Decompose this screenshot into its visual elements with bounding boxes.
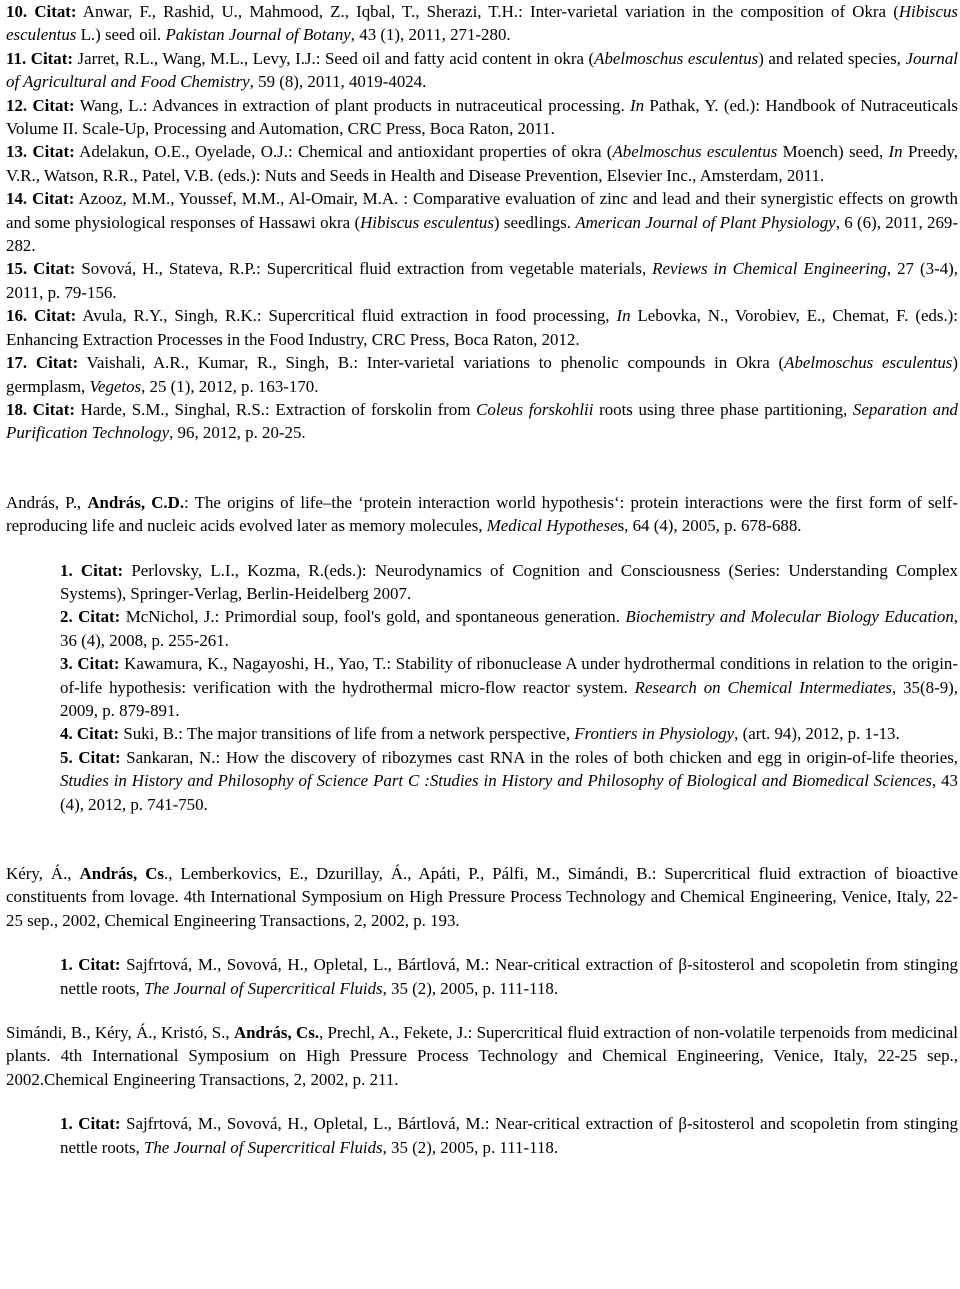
citation-text: : Supercritical fluid extraction in food processing, <box>256 306 617 326</box>
citation-number: 12. <box>6 95 28 115</box>
citation-text: : Neurodynamics of Cognition and Consciousness (Series: Understanding Complex Systems), Springer-Verlag, Berlin-Heidelberg 2007. <box>60 560 958 603</box>
citation-number: 1. <box>60 1114 73 1134</box>
citation-number: 15. <box>6 259 28 279</box>
citation-authors: Wang, L. <box>74 95 143 115</box>
citation-item <box>6 398 958 445</box>
citation-italic: Biochemistry and Molecular Biology Education <box>625 607 954 627</box>
citation-number: 1. <box>60 955 73 975</box>
citation-authors: Suki, B. <box>119 724 179 744</box>
citation-item <box>6 257 958 304</box>
citation-italic: In <box>630 95 645 115</box>
citation-text: : Seed oil and fatty acid content in okra ( <box>315 48 595 68</box>
citation-text: , 35 (2), 2005, p. 111-118. <box>382 978 559 998</box>
citation-text: ) germplasm, <box>6 353 958 396</box>
citation-list-okra <box>6 0 958 445</box>
citation-label: Citat: <box>34 306 77 326</box>
citation-italic: Separation and Purification Technology <box>6 399 958 443</box>
citation-text: : Stability of ribonuclease A under hydrothermal conditions in relation to the origin-of-life hypothesis: verification with the hydrothermal micro-flow reactor system. <box>60 654 958 697</box>
citation-item <box>6 722 958 745</box>
citation-authors: Azooz, M.M., Youssef, M.M., Al-Omair, M.A. <box>74 189 399 209</box>
citation-authors: Sajfrtová, M., Sovová, H., Opletal, L., Bártlová, M. <box>120 955 485 975</box>
citation-text: , 27 (3-4), 2011, p. 79-156. <box>6 259 958 302</box>
citation-number: 5. <box>60 747 73 767</box>
citation-text: ) and related species, <box>758 48 906 68</box>
citation-italic: Hibiscus esculentus <box>6 2 958 45</box>
citation-number: 11. <box>6 48 27 68</box>
citation-text: , 35 (2), 2005, p. 111-118. <box>382 1137 559 1157</box>
citation-item <box>6 94 958 141</box>
citation-label: Citat: <box>78 607 121 627</box>
citation-label: Citat: <box>32 142 75 162</box>
citation-text: : Advances in extraction of plant products in nutraceutical processing. <box>142 95 630 115</box>
citation-item <box>6 47 958 94</box>
citation-number: 18. <box>6 399 28 419</box>
entry-author-highlight: András, C.D. <box>87 492 185 512</box>
entry-text: ., Lemberkovics, E., Dzurillay, Á., Apáti, P., Pálfi, M., Simándi, B.: Supercritical fluid extraction of bioactive constituents from lovage. 4th International Symposium on High Pressure Process Technology and Chemical Engineering, Venice, Italy, 22-25 sep., 2002, Chemical Engineering Transactions, 2, 2002, p. 193. <box>6 864 959 930</box>
citation-italic: Journal of Agricultural and Food Chemistry <box>6 48 958 92</box>
citation-number: 2. <box>60 607 73 627</box>
citation-authors: Sankaran, N. <box>120 747 216 767</box>
citation-text: , (art. 94), 2012, p. 1-13. <box>734 724 900 744</box>
citation-text: : Near-critical extraction of β-sitosterol and scopoletin from stinging nettle roots, <box>60 955 959 998</box>
citation-label: Citat: <box>35 353 79 373</box>
citation-italic: Abelmoschus esculentus <box>612 142 778 162</box>
entry-author-highlight: András, Cs <box>79 864 164 883</box>
citation-item <box>6 746 958 816</box>
citation-italic: Abelmoschus esculentus <box>594 48 759 68</box>
citation-label: Citat: <box>78 1114 121 1134</box>
citation-italic: The Journal of Supercritical Fluids <box>143 978 383 998</box>
entry-authors: Kéry, Á., <box>6 864 80 883</box>
citation-label: Citat: <box>32 95 75 115</box>
citation-item <box>6 304 958 351</box>
citation-authors: Jarret, R.L., Wang, M.L., Levy, I.J. <box>72 48 316 68</box>
citation-authors: Perlovsky, L.I., Kozma, R.(eds.) <box>123 560 362 580</box>
citation-label: Citat: <box>30 48 73 68</box>
citation-number: 4. <box>60 724 73 744</box>
citation-item <box>6 140 958 187</box>
citation-list-terpenoids <box>6 1112 958 1159</box>
citation-text: Moench) seed, <box>777 142 889 162</box>
citation-text: : Primordial soup, fool's gold, and spontaneous generation. <box>214 607 626 627</box>
publication-entry-andras-2005 <box>6 491 958 538</box>
citation-authors: Vaishali, A.R., Kumar, R., Singh, B. <box>78 353 354 373</box>
citation-item <box>6 605 958 652</box>
citation-text: : Near-critical extraction of β-sitosterol and scopoletin from stinging nettle roots, <box>60 1114 959 1157</box>
citation-text: : Extraction of forskolin from <box>265 399 477 419</box>
citation-text: , 6 (6), 2011, 269-282. <box>6 212 958 256</box>
citation-label: Citat: <box>32 399 75 419</box>
citation-label: Citat: <box>80 560 124 580</box>
citation-item <box>6 953 958 1000</box>
citation-label: Citat: <box>32 189 75 209</box>
citation-list-lovage <box>6 953 958 1000</box>
citation-number: 3. <box>60 654 73 674</box>
citation-authors: Harde, S.M., Singhal, R.S. <box>74 399 266 419</box>
citation-number: 14. <box>6 189 28 209</box>
citation-text: , 36 (4), 2008, p. 255-261. <box>60 607 958 650</box>
citation-italic: Coleus forskohlii <box>476 399 594 419</box>
citation-item <box>6 652 958 722</box>
citation-label: Citat: <box>76 724 120 744</box>
citation-text: , 59 (8), 2011, 4019-4024. <box>249 72 427 92</box>
citation-item <box>6 559 958 606</box>
citation-text: Preedy, V.R., Watson, R.R., Patel, V.B. (eds.): Nuts and Seeds in Health and Disease Prevention, Elsevier Inc., Amsterdam, 2011. <box>6 142 958 185</box>
citation-italic: Pakistan Journal of Botany <box>165 25 351 45</box>
citation-italic: In <box>888 142 903 162</box>
citation-italic: The Journal of Supercritical Fluids <box>143 1137 383 1157</box>
citation-text: , 96, 2012, p. 20-25. <box>169 423 306 443</box>
citation-text: : How the discovery of ribozymes cast RNA in the roles of both chicken and egg in origin-of-life theories, <box>215 747 958 767</box>
citation-text: , 43 (4), 2012, p. 741-750. <box>60 771 959 814</box>
citation-text: , 35(8-9), 2009, p. 879-891. <box>60 677 958 720</box>
citation-text: Lebovka, N., Vorobiev, E., Chemat, F. (eds.): Enhancing Extraction Processes in the Food Industry, CRC Press, Boca Raton, 2012. <box>6 306 958 349</box>
citation-text: : Supercritical fluid extraction from vegetable materials, <box>256 259 653 279</box>
citation-label: Citat: <box>77 654 120 674</box>
citation-text: , 25 (1), 2012, p. 163-170. <box>141 376 319 396</box>
citation-italic: Frontiers in Physiology <box>574 724 735 744</box>
citation-text: Pathak, Y. (ed.): Handbook of Nutraceuticals Volume II. Scale-Up, Processing and Automation, CRC Press, Boca Raton, 2011. <box>6 95 958 139</box>
citation-authors: Adelakun, O.E., Oyelade, O.J. <box>74 142 288 162</box>
entry-text: : The origins of life–the ‘protein interaction world hypothesis‘: protein interactions were the first form of self-reproducing life and nucleic acids evolved later as memory molecules, <box>6 492 958 536</box>
citation-authors: Kawamura, K., Nagayoshi, H., Yao, T. <box>119 654 387 674</box>
publication-entry-simandi-2002 <box>6 1021 958 1091</box>
entry-journal: Medical Hypothese <box>486 516 618 536</box>
entry-authors: Simándi, B., Kéry, Á., Kristó, S., <box>6 1023 234 1043</box>
citation-text: roots using three phase partitioning, <box>593 399 853 419</box>
document-page <box>6 0 958 1159</box>
citation-text: : Inter-varietal variations to phenolic compounds in Okra ( <box>353 353 785 373</box>
publication-entry-kery-2002 <box>6 862 958 932</box>
citation-label: Citat: <box>33 259 76 279</box>
citation-italic: American Journal of Plant Physiology <box>575 212 836 232</box>
citation-number: 17. <box>6 353 28 373</box>
citation-text: : Comparative evaluation of zinc and lead and their synergistic effects on growth and some physiological responses of Hassawi okra ( <box>6 189 958 232</box>
entry-author-highlight: András, Cs. <box>233 1023 319 1043</box>
citation-item <box>6 351 958 398</box>
citation-italic: Abelmoschus esculentus <box>784 353 953 373</box>
citation-number: 16. <box>6 306 28 326</box>
citation-item <box>6 0 958 47</box>
citation-italic: Reviews in Chemical Engineering <box>652 259 887 279</box>
citation-italic: Research on Chemical Intermediates <box>634 677 892 697</box>
entry-details: s, 64 (4), 2005, p. 678-688. <box>617 516 802 536</box>
citation-label: Citat: <box>78 955 121 975</box>
citation-authors: Sajfrtová, M., Sovová, H., Opletal, L., Bártlová, M. <box>120 1114 485 1134</box>
citation-label: Citat: <box>78 747 121 767</box>
citation-authors: Avula, R.Y., Singh, R.K. <box>76 306 257 326</box>
entry-text: , Prechl, A., Fekete, J.: Supercritical fluid extraction of non-volatile terpenoids from medicinal plants. 4th International Symposium on High Pressure Process Technology and Chemical Engineering, Venice, Italy, 22-25 sep., 2002.Chemical Engineering Transactions, 2, 2002, p. 211. <box>6 1023 958 1089</box>
citation-list-origins <box>6 559 958 816</box>
citation-text: ) seedlings. <box>493 212 576 232</box>
citation-text: : Chemical and antioxidant properties of okra ( <box>287 142 613 162</box>
citation-italic: In <box>616 306 631 326</box>
citation-text: , 43 (1), 2011, 271-280. <box>350 25 511 45</box>
citation-authors: Anwar, F., Rashid, U., Mahmood, Z., Iqbal, T., Sherazi, T.H. <box>76 2 519 21</box>
citation-italic: Studies in History and Philosophy of Science Part C :Studies in History and Philosophy of Biological and Biomedical Sciences <box>60 771 932 791</box>
citation-number: 13. <box>6 142 28 162</box>
citation-text: : Inter-varietal variation in the composition of Okra ( <box>518 2 899 21</box>
citation-italic: Hibiscus esculentus <box>360 212 494 232</box>
citation-number: 1. <box>60 560 73 580</box>
citation-text: : The major transitions of life from a network perspective, <box>178 724 575 744</box>
citation-authors: McNichol, J. <box>120 607 215 627</box>
citation-item <box>6 1112 958 1159</box>
entry-authors: András, P., <box>6 492 88 512</box>
citation-text: L.) seed oil. <box>76 25 166 45</box>
citation-italic: Vegetos <box>89 376 142 396</box>
citation-number: 10. <box>6 2 28 21</box>
citation-label: Citat: <box>34 2 77 21</box>
citation-item <box>6 187 958 257</box>
citation-authors: Sovová, H., Stateva, R.P. <box>75 259 257 279</box>
